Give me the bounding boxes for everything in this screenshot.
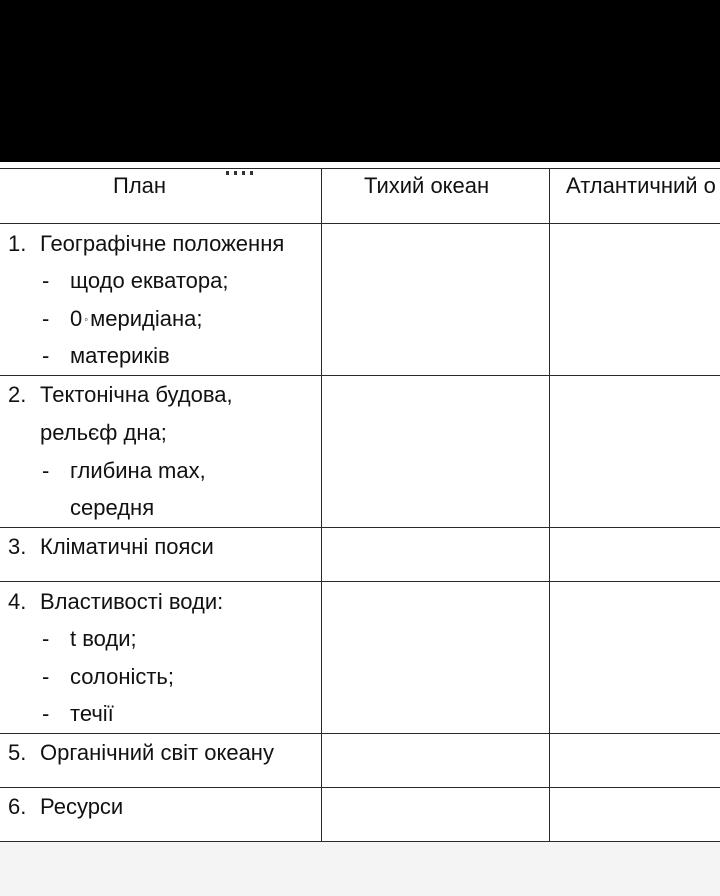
row-number: 5. [8,740,27,765]
bottom-margin [0,842,720,896]
sub-item: солоність; [70,664,175,689]
table-column-divider [321,168,322,842]
bullet-dash: - [42,343,50,368]
bullet-dash: - [42,306,50,331]
header-pacific-ocean: Тихий океан [364,173,490,198]
row-title: Тектонічна будова, [40,382,233,407]
row-number: 6. [8,794,27,819]
table-column-divider [549,168,550,842]
sub-item: щодо екватора; [70,268,229,293]
bullet-dash: - [42,626,50,651]
table-row-divider [0,223,720,224]
row-title: Ресурси [40,794,124,819]
bullet-dash: - [42,268,50,293]
table-row-divider [0,581,720,582]
row-title: Органічний світ океану [40,740,274,765]
sub-item: t води; [70,626,137,651]
bullet-dash: - [42,458,50,483]
header-plan: План [113,173,167,198]
row-title-cont: рельєф дна; [40,420,167,445]
stray-marks [226,162,266,166]
meridian-label: меридіана; [90,306,203,331]
sub-item [70,300,203,339]
degree-symbol: ◦ [84,314,89,326]
sub-item: середня [70,495,155,520]
sub-item: глибина max, [70,458,206,483]
row-number: 2. [8,382,27,407]
row-title: Кліматичні пояси [40,534,214,559]
sub-item: течії [70,701,114,726]
row-number: 1. [8,231,27,256]
header-atlantic-ocean: Атлантичний о [566,173,716,198]
sub-item: материків [70,343,170,368]
row-title: Географічне положення [40,231,285,256]
row-number: 3. [8,534,27,559]
top-black-bar [0,0,720,162]
row-number: 4. [8,589,27,614]
bullet-dash: - [42,701,50,726]
zero-value: 0 [70,306,83,331]
row-title: Властивості води: [40,589,224,614]
bullet-dash: - [42,664,50,689]
